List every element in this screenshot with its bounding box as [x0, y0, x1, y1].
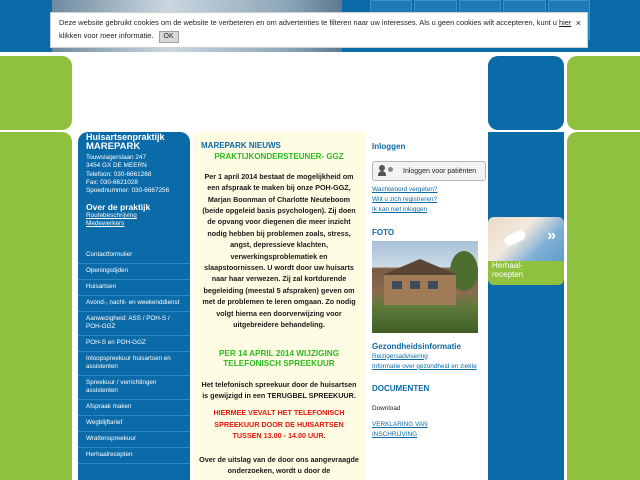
right-column	[372, 132, 486, 480]
news-heading: MAREPARK NIEUWS	[201, 141, 281, 150]
cookie-more-info-link[interactable]: hier	[558, 18, 572, 27]
sidebar-item-evening-service[interactable]: Avond-, nacht- en weekenddienst	[78, 296, 190, 312]
address-line: 3454 GX DE MEERN	[86, 162, 147, 170]
sidebar-item-appointment[interactable]: Afspraak maken	[78, 400, 190, 416]
login-button-label: Inloggen voor patiënten	[403, 167, 477, 175]
prescription-tile-label: Herhaal-recepten	[492, 261, 524, 279]
news-paragraph-3: Over de uitslag van de door ons aangevraagde onderzoeken, wordt u door de	[199, 454, 359, 475]
decor-blue-right-lower	[488, 132, 564, 480]
login-heading: Inloggen	[372, 142, 406, 151]
decor-blue-right	[488, 56, 564, 130]
news-paragraph-2: Het telefonisch spreekuur door de huisartsen is gewijzigd in een TERUGBEL SPREEKUUR.	[201, 379, 357, 400]
documents-heading: DOCUMENTEN	[372, 384, 430, 394]
forgot-password-link[interactable]: Wachtwoord vergeten?	[372, 186, 438, 193]
sidebar-item-contact[interactable]: Contactformulier	[78, 248, 190, 264]
decor-green-right	[567, 56, 640, 130]
news-subheading: PRAKTIJKONDERSTEUNER- GGZ	[214, 152, 344, 162]
cookie-close-icon[interactable]: ×	[575, 18, 581, 28]
foto-heading: FOTO	[372, 227, 395, 237]
news-paragraph: Per 1 april 2014 bestaat de mogelijkheid om een afspraak te maken bij onze POH-GGZ, Marjan Boonman of Charlotte Neuteboom (beide opgeleid basis psychologen). Zij doen de opvang voor diegenen die meer inzicht nodig hebben bij problemen zoals, stress, angst, depressieve klachten, verwerkingsproblematiek en slaapstoornissen. U wordt door uw huisarts naar haar verwezen. Zij zal kortdurende begeleiding (meestal 5 afspraken) geven om met de problemen te leren omgaan. Zo nodig volgt hierna een doorverwijzing voor uitgebreidere behandeling.	[202, 171, 356, 330]
sidebar-item-prescriptions[interactable]: Herhaalrecepten	[78, 448, 190, 464]
sidebar-menu	[78, 248, 190, 464]
decor-green-left-lower	[0, 132, 72, 480]
staff-link[interactable]: Medewerkers	[86, 220, 125, 228]
cookie-ok-button[interactable]: OK	[159, 31, 179, 43]
cannot-login-link[interactable]: Ik kan niet inloggen	[372, 206, 428, 214]
download-label: Download	[372, 405, 401, 413]
prescription-refill-tile[interactable]	[488, 217, 564, 285]
sidebar-item-noshow-fee[interactable]: Wegblijftarief	[78, 416, 190, 432]
address-line: Fax: 030-6621028	[86, 178, 138, 186]
news-content	[193, 132, 365, 480]
practice-address	[78, 152, 190, 195]
cookie-banner	[50, 12, 588, 48]
address-line: Touwslagerslaan 247	[86, 154, 147, 161]
cookie-text-2: klikken voor meer informatie.	[59, 31, 154, 40]
patient-login-button[interactable]	[372, 161, 486, 181]
sidebar-item-walkin[interactable]: Inloopspreekuur huisartsen en assistenten	[78, 352, 190, 376]
practice-title: Huisartsenpraktijk	[86, 132, 165, 142]
users-icon	[379, 165, 397, 177]
decor-green-left	[0, 56, 72, 130]
about-heading: Over de praktijk	[86, 202, 151, 213]
sidebar-item-doctors[interactable]: Huisartsen	[78, 280, 190, 296]
practice-photo	[372, 241, 478, 333]
practice-name: MAREPARK	[86, 141, 141, 152]
sidebar-item-poh[interactable]: POH-S en POH-GGZ	[78, 336, 190, 352]
registration-document-link[interactable]: VERKLARING VAN INSCHRIJVING	[372, 421, 428, 439]
sidebar-item-wart-hours[interactable]: Wrattenspreekuur	[78, 432, 190, 448]
register-link[interactable]: Wilt u zich registreren?	[372, 196, 437, 204]
sidebar-item-hours[interactable]: Openingstijden	[78, 264, 190, 280]
health-info-heading: Gezondheidsinformatie	[372, 341, 461, 351]
cookie-text: Deze website gebruikt cookies om de website te verbeteren en om advertenties te filteren naar uw interesses. Als u geen cookies wilt accepteren, kunt u	[59, 18, 557, 27]
double-arrow-icon: »	[547, 227, 556, 244]
address-line: Spoednummer: 030-6667256	[86, 187, 170, 195]
travel-advice-link[interactable]: Reizigersadvisering	[372, 352, 428, 360]
route-link[interactable]: Routebeschrijving	[86, 212, 137, 220]
news-heading-2: PER 14 APRIL 2014 WIJZIGING TELEFONISCH SPREEKUUR	[218, 348, 340, 368]
health-info-link[interactable]: Informatie over gezondheid en ziekte	[372, 362, 477, 370]
sidebar-item-assistant-hours[interactable]: Spreekuur / verrichtingen assistenten	[78, 376, 190, 400]
sidebar-item-presence[interactable]: Aanwezigheid: ASS / POH-S / POH-GGZ	[78, 312, 190, 336]
decor-green-right-lower	[567, 132, 640, 480]
sidebar	[78, 132, 190, 480]
address-line: Telefoon: 030-6661268	[86, 170, 152, 178]
news-warning: HIERMEE VEVALT HET TELEFONISCH SPREEKUUR DOOR DE HUISARTSEN TUSSEN 13.00 - 14.00 UUR.	[213, 408, 345, 441]
